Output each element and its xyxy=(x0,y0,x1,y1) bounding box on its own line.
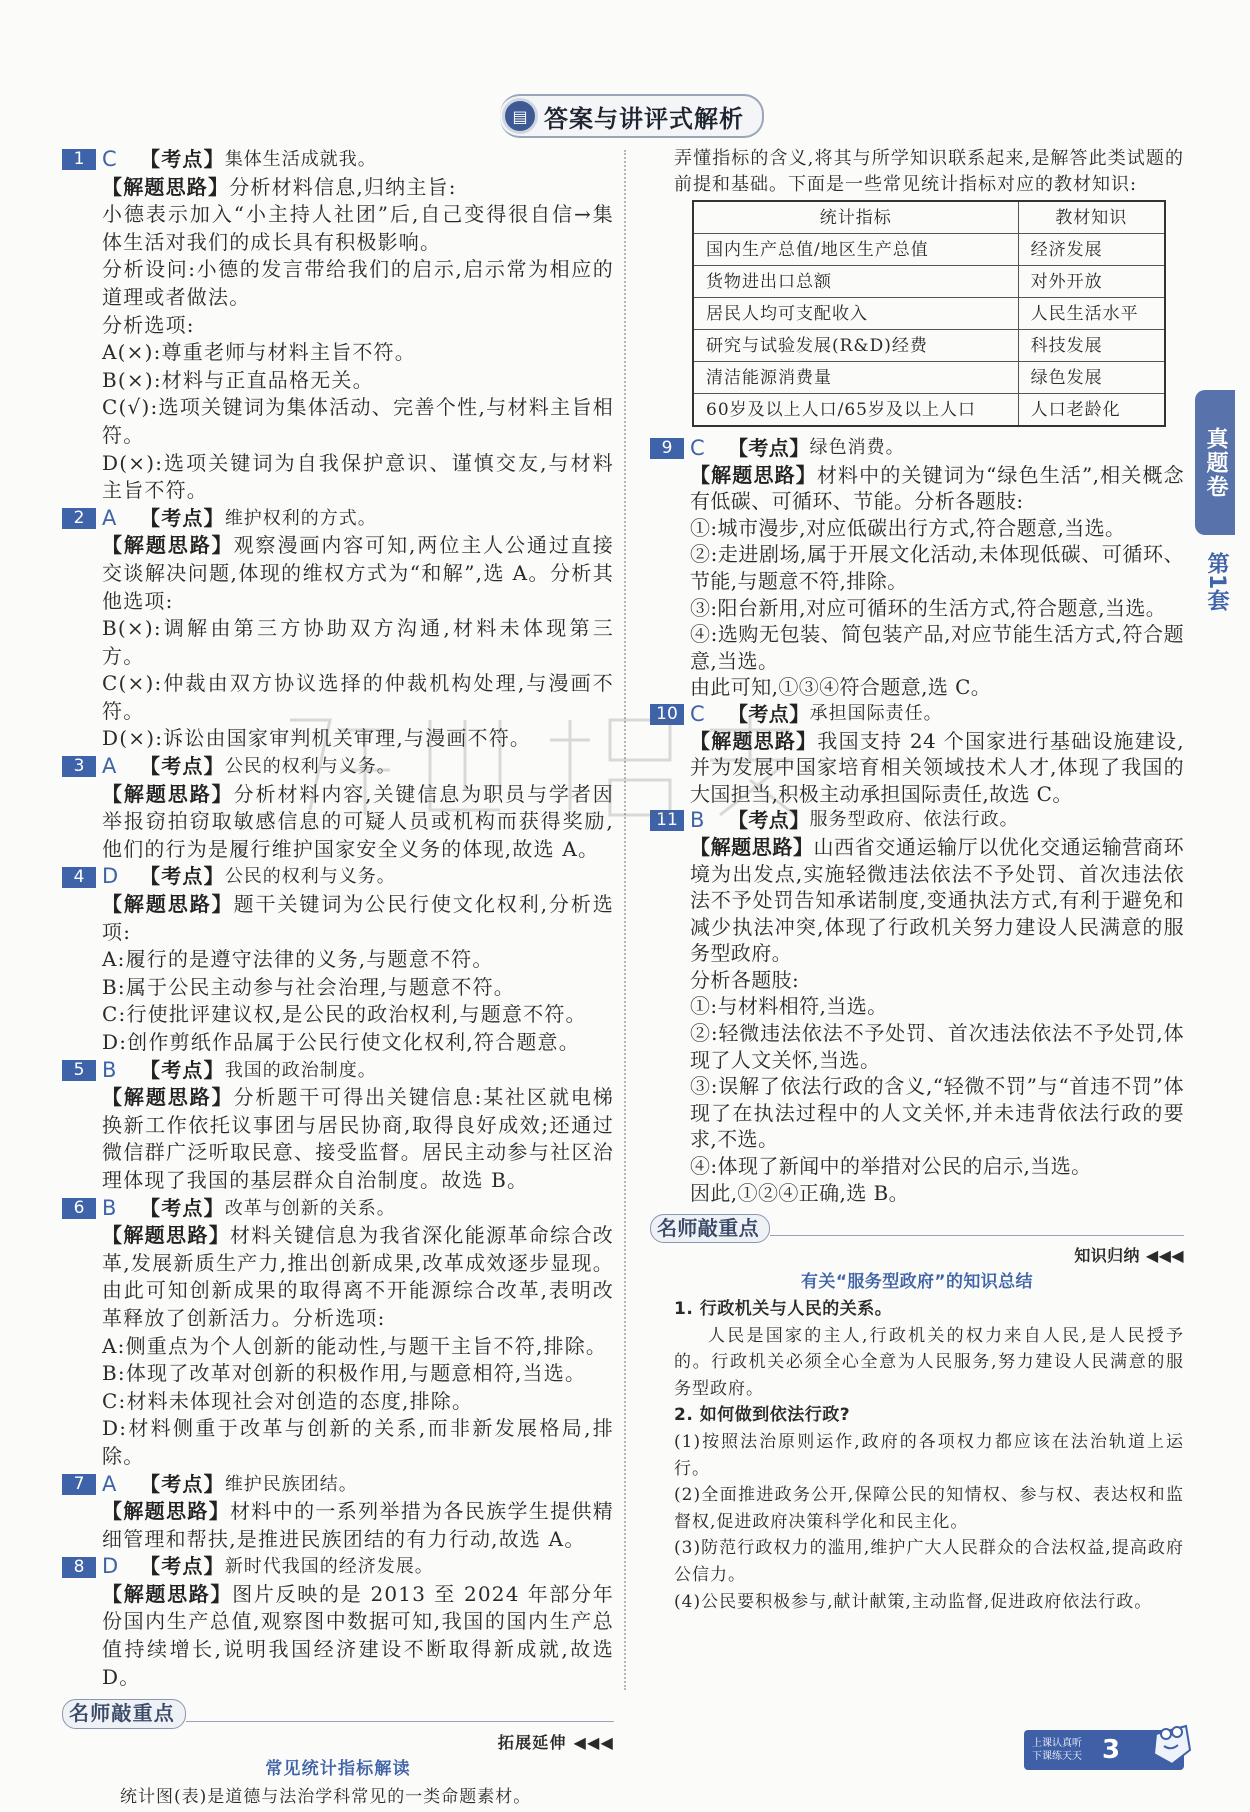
explanation-paragraph xyxy=(690,1180,1184,1207)
explanation-text: 材料中的关键词为“绿色生活”,相关概念有低碳、可循环、节能。分析各题肢: xyxy=(690,462,1184,514)
question-3 xyxy=(62,753,614,863)
explanation-text: ④:体现了新闻中的举措对公民的启示,当选。 xyxy=(690,1154,1092,1179)
knowledge-text: 人民是国家的主人,行政机关的权力来自人民,是人民授予的。行政机关必须全心全意为人民服务,努力建设人民满意的服务型政府。 xyxy=(674,1325,1184,1399)
explanation-text: D(×):诉讼由国家审判机关审理,与漫画不符。 xyxy=(102,726,532,751)
explanation-paragraph xyxy=(690,993,1184,1020)
question-10 xyxy=(650,701,1184,807)
explanation-text: ①:与材料相符,当选。 xyxy=(690,994,888,1019)
table-cell-knowledge: 经济发展 xyxy=(1018,234,1165,266)
table-row xyxy=(693,266,1165,298)
explanation-text: C(√):选项关键词为集体活动、完善个性,与材料主旨相符。 xyxy=(102,395,614,447)
tip-callout-title: 常见统计指标解读 xyxy=(265,1759,411,1780)
question-header xyxy=(62,1471,614,1499)
knowledge-callout-title: 有关“服务型政府”的知识总结 xyxy=(801,1272,1033,1293)
explanation-text: D:材料侧重于改革与创新的关系,而非新发展格局,排除。 xyxy=(102,1416,614,1468)
explanation-paragraph xyxy=(102,615,614,670)
explanation-paragraph xyxy=(102,201,614,256)
explanation-paragraph xyxy=(102,891,614,946)
explanation-text: ①:城市漫步,对应低碳出行方式,符合题意,当选。 xyxy=(690,515,1126,540)
answer-letter: C xyxy=(690,436,706,460)
document-icon: ▤ xyxy=(502,98,538,134)
table-cell-indicator: 研究与试验发展(R&D)经费 xyxy=(693,330,1018,362)
kaodian-text: 维护权利的方式。 xyxy=(224,507,377,529)
kaodian-label: 【考点】 xyxy=(728,701,810,726)
explanation-paragraph xyxy=(690,1020,1184,1073)
question-number-badge: 8 xyxy=(62,1557,96,1578)
table-cell-knowledge: 绿色发展 xyxy=(1018,362,1165,394)
kaodian-label: 【考点】 xyxy=(140,1195,225,1220)
explanation-paragraph xyxy=(102,1001,614,1029)
kaodian-text: 服务型政府、依法行政。 xyxy=(809,809,1019,831)
explanation-paragraph xyxy=(102,394,614,449)
explanation-text: ②:轻微违法依法不予处罚、首次违法依法不予处罚,体现了人文关怀,当选。 xyxy=(690,1021,1184,1072)
footer-motto-line: 下课练天天 xyxy=(1032,1751,1082,1762)
explanation-paragraph xyxy=(102,1084,614,1194)
answer-letter: A xyxy=(102,505,118,530)
question-1 xyxy=(62,146,614,505)
table-cell-knowledge: 人民生活水平 xyxy=(1018,298,1165,330)
kaodian-label: 【考点】 xyxy=(140,1554,225,1579)
kaodian-label: 【考点】 xyxy=(140,505,225,530)
jieti-label: 【解题思路】 xyxy=(102,1223,231,1248)
knowledge-item: (3)防范行政权力的滥用,维护广大人民群众的合法权益,提高政府公信力。 xyxy=(674,1538,1184,1585)
table-cell-indicator: 居民人均可支配收入 xyxy=(693,298,1018,330)
explanation-text: B(×):材料与正直品格无关。 xyxy=(102,367,374,392)
kaodian-label: 【考点】 xyxy=(140,147,225,171)
question-header xyxy=(62,863,614,891)
question-number-badge: 3 xyxy=(62,756,96,777)
question-header xyxy=(62,1553,614,1581)
question-header xyxy=(650,435,1184,462)
jieti-label: 【解题思路】 xyxy=(102,892,234,917)
table-cell-indicator: 国内生产总值/地区生产总值 xyxy=(693,234,1018,266)
explanation-text: 材料关键信息为我省深化能源革命综合改革,发展新质生产力,推出创新成果,改革成效逐步显现。由此可知创新成果的取得离不开能源综合改革,表明改革释放了创新活力。分析选项: xyxy=(102,1223,615,1330)
kaodian-text: 公民的权利与义务。 xyxy=(224,866,396,888)
answer-letter: B xyxy=(690,808,705,833)
stats-table xyxy=(692,200,1166,427)
answer-letter: C xyxy=(690,701,706,726)
knowledge-heading: 2. 如何做到依法行政? xyxy=(674,1405,851,1426)
kaodian-text: 集体生活成就我。 xyxy=(224,149,377,170)
question-6 xyxy=(62,1195,614,1471)
explanation-paragraph xyxy=(102,312,614,340)
kaodian-label: 【考点】 xyxy=(140,864,225,889)
explanation-paragraph xyxy=(102,974,614,1002)
table-row xyxy=(693,330,1165,362)
table-row xyxy=(693,362,1165,394)
footer-motto-line: 上课认真听 xyxy=(1032,1738,1082,1749)
explanation-text: 题干关键词为公民行使文化权利,分析选项: xyxy=(102,892,614,944)
explanation-paragraph xyxy=(690,1073,1184,1153)
explanation-paragraph xyxy=(102,1029,614,1057)
explanation-paragraph xyxy=(690,621,1184,674)
jieti-label: 【解题思路】 xyxy=(102,781,234,806)
kaodian-label: 【考点】 xyxy=(140,1471,225,1496)
explanation-paragraph xyxy=(102,1333,614,1361)
tip-callout-text: 统计图(表)是道德与法治学科常见的一类命题素材。 xyxy=(120,1787,532,1808)
question-9 xyxy=(650,435,1184,701)
table-row xyxy=(693,298,1165,330)
explanation-paragraph xyxy=(102,450,614,505)
kaodian-text: 新时代我国的经济发展。 xyxy=(224,1556,434,1578)
knowledge-heading: 1. 行政机关与人民的关系。 xyxy=(674,1299,893,1319)
tip-callout-header xyxy=(62,1699,614,1729)
explanation-text: C:行使批评建议权,是公民的政治权利,与题意不符。 xyxy=(102,1002,587,1027)
explanation-text: D(×):选项关键词为自我保护意识、谨慎交友,与材料主旨不符。 xyxy=(102,450,614,503)
jieti-label: 【解题思路】 xyxy=(102,174,230,199)
explanation-text: B:体现了改革对创新的积极作用,与题意相符,当选。 xyxy=(102,1361,587,1386)
question-header xyxy=(650,807,1184,834)
knowledge-callout-sub: 知识归纳 ◀◀◀ xyxy=(1074,1245,1184,1265)
table-header: 教材知识 xyxy=(1018,201,1165,234)
explanation-paragraph xyxy=(102,1415,614,1470)
explanation-paragraph xyxy=(102,256,614,311)
page-number: 3 xyxy=(1102,1735,1121,1765)
question-number-badge: 1 xyxy=(62,149,96,170)
explanation-paragraph xyxy=(102,367,614,395)
answer-letter: D xyxy=(102,1554,120,1579)
explanation-paragraph xyxy=(102,532,614,615)
explanation-paragraph xyxy=(102,1498,614,1553)
column-divider xyxy=(624,150,626,1690)
answer-letter: B xyxy=(102,1195,118,1220)
explanation-text: ③:阳台新用,对应可循环的生活方式,符合题意,当选。 xyxy=(690,595,1167,620)
kaodian-text: 公民的权利与义务。 xyxy=(224,756,396,778)
jieti-label: 【解题思路】 xyxy=(102,1085,234,1110)
jieti-label: 【解题思路】 xyxy=(690,728,818,753)
question-header xyxy=(650,701,1184,728)
question-header xyxy=(62,1057,614,1085)
knowledge-item: (4)公民要积极参与,献计献策,主动监督,促进政府依法行政。 xyxy=(674,1591,1153,1612)
explanation-paragraph xyxy=(102,1388,614,1416)
knowledge-item: (2)全面推进政务公开,保障公民的知情权、参与权、表达权和监督权,促进政府决策科学化和民主化。 xyxy=(674,1485,1184,1532)
table-cell-knowledge: 对外开放 xyxy=(1018,266,1165,298)
side-tab-exam: 真题卷 xyxy=(1195,390,1235,535)
question-number-badge: 9 xyxy=(650,438,684,459)
jieti-label: 【解题思路】 xyxy=(102,1581,233,1606)
explanation-text: 观察漫画内容可知,两位主人公通过直接交谈解决问题,体现的维权方式为“和解”,选 A。分析其他选项: xyxy=(102,533,614,613)
tip-callout-sub: 拓展延伸 ◀◀◀ xyxy=(497,1732,614,1752)
kaodian-text: 承担国际责任。 xyxy=(809,702,943,724)
jieti-label: 【解题思路】 xyxy=(690,462,817,487)
jieti-label: 【解题思路】 xyxy=(102,1499,231,1524)
question-2 xyxy=(62,505,614,753)
kaodian-label: 【考点】 xyxy=(140,1057,225,1082)
answer-letter: A xyxy=(102,754,118,779)
explanation-paragraph xyxy=(690,834,1184,967)
table-row xyxy=(693,234,1165,266)
explanation-paragraph xyxy=(102,781,614,864)
kaodian-label: 【考点】 xyxy=(728,808,810,833)
explanation-text: ④:选购无包装、简包装产品,对应节能生活方式,符合题意,当选。 xyxy=(690,622,1184,673)
explanation-text: 图片反映的是 2013 至 2024 年部分年份国内生产总值,观察图中数据可知,我国的国内生产总值持续增长,说明我国经济建设不断取得新成就,故选 D。 xyxy=(102,1581,615,1689)
footer-motto xyxy=(1024,1737,1102,1763)
explanation-text: A:履行的是遵守法律的义务,与题意不符。 xyxy=(102,947,494,972)
question-8 xyxy=(62,1553,614,1691)
answer-letter: D xyxy=(102,864,120,889)
explanation-text: A(×):尊重老师与材料主旨不符。 xyxy=(102,340,416,365)
question-number-badge: 10 xyxy=(650,704,684,725)
explanation-text: C:材料未体现社会对创造的态度,排除。 xyxy=(102,1388,474,1413)
table-cell-indicator: 60岁及以上人口/65岁及以上人口 xyxy=(693,394,1018,427)
explanation-text: 小德表示加入“小主持人社团”后,自己变得很自信→集体生活对我们的成长具有积极影响。 xyxy=(102,202,614,254)
table-cell-indicator: 清洁能源消费量 xyxy=(693,362,1018,394)
tip-callout-label: 名师敲重点 xyxy=(62,1699,186,1729)
question-11 xyxy=(650,807,1184,1206)
section-header xyxy=(500,94,764,138)
question-number-badge: 11 xyxy=(650,810,684,831)
table-cell-indicator: 货物进出口总额 xyxy=(693,266,1018,298)
explanation-paragraph xyxy=(102,339,614,367)
explanation-paragraph xyxy=(102,725,614,753)
question-7 xyxy=(62,1471,614,1554)
explanation-text: A:侧重点为个人创新的能动性,与题干主旨不符,排除。 xyxy=(102,1333,608,1358)
explanation-paragraph xyxy=(690,674,1184,701)
question-number-badge: 5 xyxy=(62,1060,96,1081)
answer-letter: C xyxy=(102,147,118,171)
kaodian-label: 【考点】 xyxy=(140,754,225,779)
question-header xyxy=(62,1195,614,1223)
explanation-text: C(×):仲裁由双方协议选择的仲裁机构处理,与漫画不符。 xyxy=(102,671,614,723)
knowledge-summary xyxy=(650,1296,1184,1615)
explanation-paragraph xyxy=(102,1360,614,1388)
explanation-text: ③:误解了依法行政的含义,“轻微不罚”与“首违不罚”体现了在执法过程中的人文关怀,并未违背依法行政的要求,不选。 xyxy=(690,1074,1184,1152)
question-header xyxy=(62,505,614,533)
question-number-badge: 2 xyxy=(62,508,96,529)
explanation-paragraph xyxy=(102,1222,614,1332)
question-number-badge: 7 xyxy=(62,1474,96,1495)
explanation-paragraph xyxy=(102,670,614,725)
explanation-paragraph xyxy=(690,728,1184,808)
kaodian-text: 我国的政治制度。 xyxy=(224,1059,377,1081)
table-cell-knowledge: 人口老龄化 xyxy=(1018,394,1165,427)
section-title: 答案与讲评式解析 xyxy=(544,104,744,133)
explanation-paragraph xyxy=(690,967,1184,994)
explanation-paragraph xyxy=(690,515,1184,542)
explanation-text: B(×):调解由第三方协助双方沟通,材料未体现第三方。 xyxy=(102,616,614,668)
question-header xyxy=(62,146,614,174)
question-number-badge: 4 xyxy=(62,867,96,888)
explanation-text: B:属于公民主动参与社会治理,与题意不符。 xyxy=(102,974,515,999)
question-number-badge: 6 xyxy=(62,1198,96,1219)
question-5 xyxy=(62,1057,614,1195)
answer-letter: B xyxy=(102,1057,118,1082)
stats-intro: 弄懂指标的含义,将其与所学知识联系起来,是解答此类试题的前提和基础。下面是一些常见统计指标对应的教材知识: xyxy=(674,148,1184,195)
answer-letter: A xyxy=(102,1471,118,1496)
explanation-paragraph xyxy=(102,1581,614,1691)
explanation-text: 分析各题肢: xyxy=(690,967,800,992)
explanation-text: 因此,①②④正确,选 B。 xyxy=(690,1180,909,1205)
table-header: 统计指标 xyxy=(693,201,1018,234)
knowledge-item: (1)按照法治原则运作,政府的各项权力都应该在法治轨道上运行。 xyxy=(674,1431,1184,1479)
kaodian-label: 【考点】 xyxy=(728,436,810,460)
explanation-text: ②:走进剧场,属于开展文化活动,未体现低碳、可循环、节能,与题意不符,排除。 xyxy=(690,542,1184,593)
mascot-icon xyxy=(1150,1720,1192,1772)
explanation-paragraph xyxy=(102,946,614,974)
explanation-paragraph xyxy=(102,174,614,202)
explanation-text: D:创作剪纸作品属于公民行使文化权利,符合题意。 xyxy=(102,1030,580,1054)
explanation-text: 分析材料内容,关键信息为职员与学者因举报窃拍窃取敏感信息的可疑人员或机构而获得奖励,他们的行为是履行维护国家安全义务的体现,故选 A。 xyxy=(102,781,614,861)
explanation-text: 由此可知,①③④符合题意,选 C。 xyxy=(690,675,992,700)
explanation-text: 材料中的一系列举措为各民族学生提供精细管理和帮扶,是推进民族团结的有力行动,故选 A。 xyxy=(102,1499,615,1551)
side-tab-set: 第1套 xyxy=(1204,552,1229,612)
table-row xyxy=(693,394,1165,427)
explanation-text: 分析材料信息,归纳主旨: xyxy=(229,174,457,199)
kaodian-text: 绿色消费。 xyxy=(809,437,905,458)
explanation-text: 分析选项: xyxy=(102,312,195,337)
explanation-paragraph xyxy=(690,462,1184,515)
explanation-paragraph xyxy=(690,1153,1184,1180)
table-cell-knowledge: 科技发展 xyxy=(1018,330,1165,362)
jieti-label: 【解题思路】 xyxy=(690,834,814,859)
left-column xyxy=(62,146,614,1812)
knowledge-callout-label: 名师敲重点 xyxy=(650,1214,770,1243)
explanation-text: 我国支持 24 个国家进行基础设施建设,并为发展中国家培育相关领域技术人才,体现了我国的大国担当,积极主动承担国际责任,故选 C。 xyxy=(690,728,1184,806)
explanation-text: 分析题干可得出关键信息:某社区就电梯换新工作依托议事团与居民协商,取得良好成效;还通过微信群广泛听取民意、接受监督。居民主动参与社区治理体现了我国的基层群众自治制度。故选 B。 xyxy=(102,1085,614,1192)
question-4 xyxy=(62,863,614,1056)
jieti-label: 【解题思路】 xyxy=(102,533,234,558)
explanation-paragraph xyxy=(690,541,1184,594)
explanation-text: 分析设问:小德的发言带给我们的启示,启示常为相应的道理或者做法。 xyxy=(102,257,614,309)
question-header xyxy=(62,753,614,781)
kaodian-text: 维护民族团结。 xyxy=(224,1473,358,1495)
explanation-paragraph xyxy=(690,595,1184,622)
knowledge-callout-header xyxy=(650,1214,1184,1243)
right-column xyxy=(650,146,1184,1615)
explanation-text: 山西省交通运输厅以优化交通运输营商环境为出发点,实施轻微违法依法不予处罚、首次违法依法不予处罚告知承诺制度,变通执法方式,有利于避免和减少执法冲突,体现了行政机关努力建设人民满意的服务型政府。 xyxy=(690,834,1184,966)
kaodian-text: 改革与创新的关系。 xyxy=(224,1197,396,1219)
